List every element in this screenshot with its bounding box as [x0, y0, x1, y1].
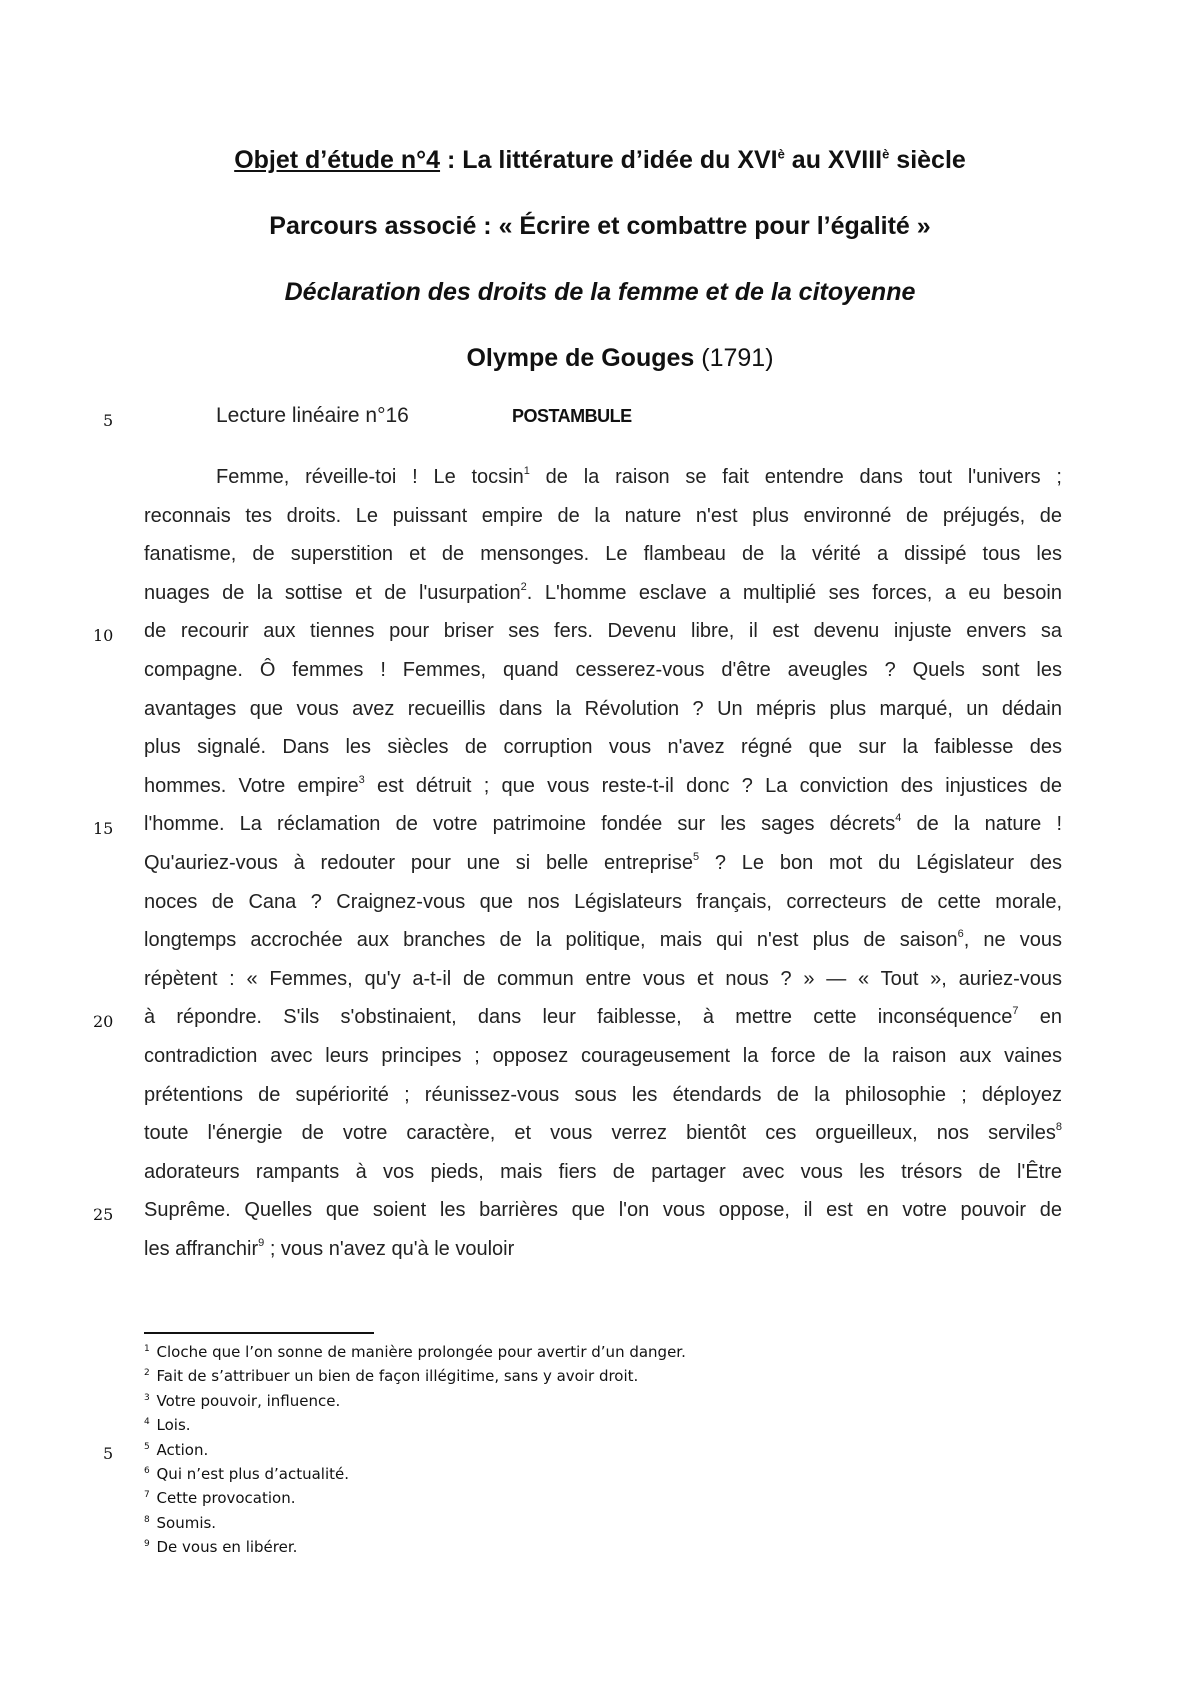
objet-sup-1: è: [777, 146, 785, 162]
footnote-item: [144, 1486, 1044, 1510]
footnote-item: [144, 1340, 1044, 1364]
text-line: [144, 574, 1062, 613]
footnote-text: Cloche que l’on sonne de manière prolongée pour avertir d’un danger.: [151, 1343, 686, 1361]
parcours-heading: Parcours associé : « Écrire et combattre pour l’égalité »: [269, 212, 931, 240]
footnote-item: [144, 1511, 1044, 1535]
footnote-item: [144, 1389, 1044, 1413]
footnote-ref-8: 8: [1055, 1121, 1062, 1134]
section-title: POSTAMBULE: [512, 406, 632, 426]
text-line: [144, 998, 1062, 1037]
text-segment: ? Le bon mot du Législateur des: [699, 851, 1063, 874]
footnote-text: De vous en libérer.: [151, 1538, 298, 1557]
text-line: [144, 921, 1062, 960]
text-segment: de la nature !: [901, 813, 1063, 836]
text-line: reconnais tes droits. Le puissant empire de la nature n'est plus environné de préjugés, de: [144, 504, 1062, 527]
footnote-number: 5: [144, 1441, 150, 1452]
text-line: répètent : « Femmes, qu'y a-t-il de commun entre vous et nous ? » — « Tout », auriez-vous: [144, 967, 1062, 990]
text-line: [144, 844, 1062, 883]
text-segment: Qu'auriez-vous à redouter pour une si belle entreprise: [144, 851, 693, 874]
author-name: Olympe de Gouges: [466, 344, 695, 372]
text-line: adorateurs rampants à vos pieds, mais fiers de partager avec vous les trésors de l'Être: [144, 1160, 1062, 1183]
text-line: [144, 805, 1062, 844]
footnote-number: 2: [144, 1368, 150, 1379]
text-segment: en: [1018, 1006, 1063, 1029]
line-number-20: 20: [93, 1012, 114, 1031]
footnote-text: Qui n’est plus d’actualité.: [151, 1464, 350, 1483]
text-line: noces de Cana ? Craignez-vous que nos Législateurs français, correcteurs de cette morale,: [144, 890, 1062, 913]
text-segment: l'homme. La réclamation de votre patrimoine fondée sur les sages décrets: [144, 813, 896, 836]
text-line: [144, 458, 1062, 497]
footnote-text: Action.: [151, 1440, 209, 1459]
footnote-text: Fait de s’attribuer un bien de façon illégitime, sans y avoir droit.: [151, 1367, 639, 1386]
objet-label: Objet d’étude n°4: [234, 146, 441, 174]
footnote-number: 9: [144, 1539, 150, 1550]
footnote-ref-6: 6: [957, 928, 964, 941]
text-segment: les affranchir: [144, 1237, 259, 1260]
text-line: Suprême. Quelles que soient les barrières que l'on vous oppose, il est en votre pouvoir de: [144, 1199, 1062, 1222]
footnote-text: Cette provocation.: [151, 1489, 296, 1508]
text-line: [144, 1114, 1062, 1153]
footnote-ref-7: 7: [1012, 1005, 1019, 1018]
footnote-text: Votre pouvoir, influence.: [151, 1391, 341, 1410]
footnote-ref-9: 9: [258, 1236, 265, 1249]
footnote-number: 8: [144, 1514, 150, 1525]
footnote-number: 7: [144, 1490, 150, 1501]
text-segment: est détruit ; que vous reste-t-il donc ? La conviction des injustices de: [364, 774, 1062, 797]
text-segment: à répondre. S'ils s'obstinaient, dans leur faiblesse, à mettre cette inconséquence: [144, 1006, 1013, 1029]
line-number-5: 5: [103, 411, 114, 430]
author-line: [0, 344, 1200, 373]
text-line: prétentions de supériorité ; réunissez-vous sous les étendards de la philosophie ; déployez: [144, 1083, 1062, 1106]
line-number-10: 10: [93, 626, 114, 645]
footnote-line-number-5: 5: [103, 1444, 114, 1463]
line-number-15: 15: [93, 819, 114, 838]
footnote-item: [144, 1438, 1044, 1462]
text-segment: ; vous n'avez qu'à le vouloir: [264, 1237, 515, 1260]
footnote-separator: [144, 1332, 374, 1334]
line-number-25: 25: [93, 1205, 114, 1224]
text-line: de recourir aux tiennes pour briser ses fers. Devenu libre, il est devenu injuste envers sa: [144, 620, 1062, 643]
text-line: compagne. Ô femmes ! Femmes, quand cesserez-vous d'être aveugles ? Quels sont les: [144, 658, 1062, 681]
footnote-number: 1: [144, 1344, 150, 1354]
footnote-item: [144, 1364, 1044, 1388]
text-line: [144, 1230, 1062, 1269]
lecture-label: Lecture linéaire n°16: [216, 404, 409, 427]
objet-end: siècle: [889, 146, 966, 174]
text-segment: . L'homme esclave a multiplié ses forces, a eu besoin: [526, 581, 1062, 604]
footnote-number: 6: [144, 1465, 150, 1476]
text-segment: longtemps accrochée aux branches de la politique, mais qui n'est plus de saison: [144, 929, 958, 952]
footnote-ref-1: 1: [523, 465, 530, 477]
objet-rest: : La littérature d’idée du XVI: [440, 146, 778, 174]
text-segment: Femme, réveille-toi ! Le tocsin: [216, 466, 524, 488]
text-segment: nuages de la sottise et de l'usurpation: [144, 581, 521, 604]
footnote-ref-2: 2: [520, 580, 527, 593]
text-line: [144, 767, 1062, 806]
footnote-text: Lois.: [151, 1416, 191, 1435]
objet-mid: au XVIII: [784, 146, 883, 174]
footnote-number: 4: [144, 1417, 150, 1428]
text-line: plus signalé. Dans les siècles de corruption vous n'avez régné que sur la faiblesse des: [144, 736, 1062, 759]
footnote-item: [144, 1413, 1044, 1437]
footnote-item: [144, 1535, 1044, 1559]
text-segment: toute l'énergie de votre caractère, et vous verrez bientôt ces orgueilleux, nos serviles: [144, 1122, 1056, 1145]
footnote-text: Soumis.: [151, 1513, 217, 1532]
text-line: fanatisme, de superstition et de mensonges. Le flambeau de la vérité a dissipé tous les: [144, 543, 1062, 566]
footnote-ref-4: 4: [895, 812, 902, 825]
body-paragraph: [144, 458, 1062, 1268]
text-segment: hommes. Votre empire: [144, 774, 359, 797]
publication-year: (1791): [694, 344, 774, 372]
text-segment: , ne vous: [963, 929, 1062, 952]
text-line: contradiction avec leurs principes ; opposez courageusement la force de la raison aux vaines: [144, 1044, 1062, 1067]
footnote-ref-3: 3: [358, 773, 365, 786]
objet-sup-2: è: [882, 146, 890, 162]
footnote-number: 3: [144, 1392, 150, 1403]
text-line: avantages que vous avez recueillis dans la Révolution ? Un mépris plus marqué, un dédain: [144, 697, 1062, 720]
footnote-ref-5: 5: [693, 850, 700, 863]
footnote-item: [144, 1462, 1044, 1486]
footnotes: [144, 1340, 1044, 1560]
objet-heading: [0, 146, 1200, 175]
text-segment: de la raison se fait entendre dans tout l'univers ;: [529, 466, 1062, 488]
work-title: Déclaration des droits de la femme et de la citoyenne: [284, 278, 916, 306]
